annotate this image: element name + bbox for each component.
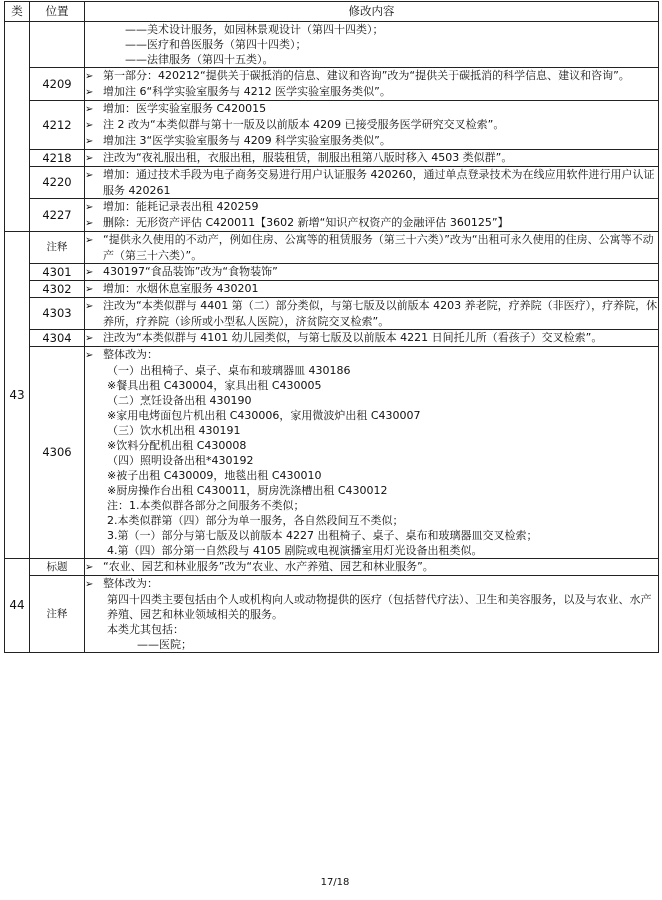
class-number-cell [5,22,30,232]
content-line: 本类尤其包括： [107,623,184,636]
content-line: （二）烹饪设备出租 430190 [107,394,252,407]
page-number: 17/18 [320,877,350,888]
position-cell: 注释 [30,576,85,653]
bullet-item: ➢ 注改为“夜礼服出租，衣服出租，服装租赁，制服出租第八版时移入 4503 类似群”。 [85,150,658,166]
content-line: 3.第（一）部分与第七版及以前版本 4227 出租椅子、桌子、桌布和玻璃器皿交叉检索； [107,529,538,542]
bullet-item: ➢ 删除：无形资产评估 C420011【3602 新增“知识产权资产的金融评估 360125”】 [85,215,658,231]
bullet-item: ➢ 增加：通过技术手段为电子商务交易进行用户认证服务 420260，通过单点登录技术为在线应用软件进行用户认证服务 420261 [85,167,658,198]
content-line: ※厨房操作台出租 C430011，厨房洗涤槽出租 C430012 [107,484,388,497]
bullet-item: ➢ 整体改为： [85,576,658,592]
bullet-item: ➢ “提供永久使用的不动产，例如住房、公寓等的租赁服务（第三十六类）”改为“出租可永久使用的住房、公寓等不动产（第三十六类）”。 [85,232,658,263]
content-line: （三）饮水机出租 430191 [107,424,241,437]
content-line: ——美术设计服务，如园林景观设计（第四十四类）； [125,23,384,36]
bullet-item: ➢ 增加：水烟休息室服务 430201 [85,281,658,297]
bullet-item: ➢ “农业、园艺和林业服务”改为“农业、水产养殖、园艺和林业服务”。 [85,559,658,575]
content-line: 注：1.本类似群各部分之间服务不类似； [107,499,305,512]
content-line: ※被子出租 C430009，地毯出租 C430010 [107,469,322,482]
bullet-item: ➢ 430197“食品装饰”改为“食物装饰” [85,264,658,280]
document-page [4,1,658,888]
table-row [5,167,659,199]
content-cell [85,330,659,347]
header-class: 类 [5,2,30,22]
content-line: 2.本类似群第（四）部分为单一服务，各自然段间互不类似； [107,514,404,527]
table-row [5,298,659,330]
bullet-item: ➢ 增加：能耗记录表出租 420259 [85,199,658,215]
bullet-item: ➢ 增加注 6“科学实验室服务与 4212 医学实验室服务类似”。 [85,84,658,100]
bullet-item: ➢ 增加：医学实验室服务 C420015 [85,101,658,117]
content-line: ※饮料分配机出租 C430008 [107,439,247,452]
content-cell [85,559,659,576]
position-cell: 注释 [30,232,85,264]
content-cell [85,199,659,232]
content-line: （四）照明设备出租*430192 [107,454,254,467]
table-row [5,264,659,281]
content-cell [85,576,659,653]
header-position: 位置 [30,2,85,22]
bullet-item: ➢ 注 2 改为“本类似群与第十一版及以前版本 4209 已接受服务医学研究交叉检索”。 [85,117,658,133]
position-cell: 4303 [30,298,85,330]
content-cell [85,101,659,150]
content-cell [85,347,659,559]
position-cell: 4212 [30,101,85,150]
content-cell [85,281,659,298]
position-cell: 4227 [30,199,85,232]
header-content: 修改内容 [85,2,659,22]
content-line: ——医疗和兽医服务（第四十四类）； [125,38,307,51]
content-cell [85,22,659,68]
content-line: ——法律服务（第四十五类）。 [125,53,274,66]
position-cell: 4220 [30,167,85,199]
position-cell: 4302 [30,281,85,298]
table-row [5,576,659,653]
table-body [5,22,659,653]
content-line: 4.第（四）部分第一自然段与 4105 剧院或电视演播室用灯光设备出租类似。 [107,544,483,557]
position-cell: 4209 [30,68,85,101]
amendment-table [4,1,659,653]
table-row [5,232,659,264]
table-row [5,281,659,298]
bullet-item: ➢ 第一部分：420212“提供关于碳抵消的信息、建议和咨询”改为“提供关于碳抵消的科学信息、建议和咨询”。 [85,68,658,84]
table-row [5,199,659,232]
bullet-item: ➢ 增加注 3“医学实验室服务与 4209 科学实验室服务类似”。 [85,133,658,149]
content-cell [85,298,659,330]
content-cell [85,68,659,101]
content-line: ※家用电烤面包片机出租 C430006，家用微波炉出租 C430007 [107,409,421,422]
position-cell: 4301 [30,264,85,281]
table-row [5,330,659,347]
table-row [5,150,659,167]
content-line: ※餐具出租 C430004，家具出租 C430005 [107,379,322,392]
position-cell: 4218 [30,150,85,167]
content-cell [85,167,659,199]
table-row [5,101,659,150]
content-cell [85,150,659,167]
table-header-row [5,2,659,22]
bullet-item: ➢ 注改为“本类似群与 4101 幼儿园类似，与第七版及以前版本 4221 日间托儿所（看孩子）交叉检索”。 [85,330,658,346]
bullet-item: ➢ 注改为“本类似群与 4401 第（二）部分类似，与第七版及以前版本 4203 养老院，疗养院（非医疗），疗养院，休养所，疗养院（诊所或小型私人医院），济贫院交叉检索”。 [85,298,658,329]
class-number-cell: 43 [5,232,30,559]
content-cell [85,264,659,281]
table-row [5,68,659,101]
bullet-item: ➢ 整体改为： [85,347,658,363]
table-row [5,559,659,576]
content-line: ——医院； [137,638,192,651]
position-cell [30,22,85,68]
position-cell: 标题 [30,559,85,576]
table-row [5,347,659,559]
content-line: 第四十四类主要包括由个人或机构向人或动物提供的医疗（包括替代疗法）、卫生和美容服务，以及与农业、水产养殖、园艺和林业领域相关的服务。 [107,593,652,621]
table-row [5,22,659,68]
content-cell [85,232,659,264]
position-cell: 4306 [30,347,85,559]
class-number-cell: 44 [5,559,30,653]
position-cell: 4304 [30,330,85,347]
content-line: （一）出租椅子、桌子、桌布和玻璃器皿 430186 [107,364,351,377]
